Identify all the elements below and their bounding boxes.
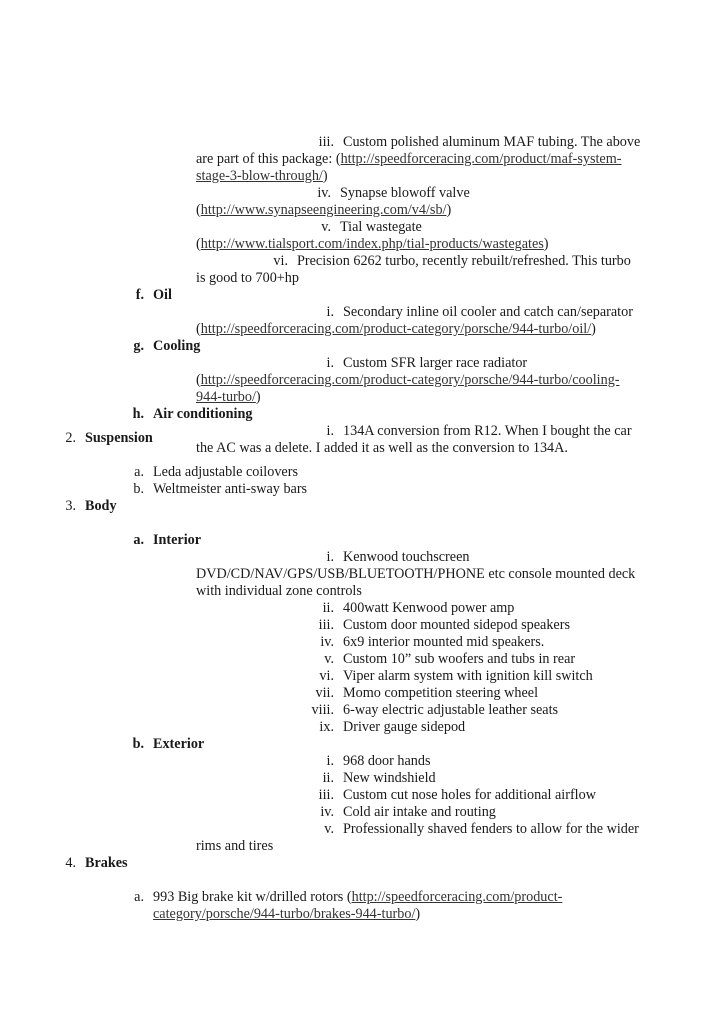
item-continuation: [196, 202, 451, 219]
maf-system-link-cont[interactable]: stage-3-blow-through/: [196, 168, 323, 184]
section-heading-brakes: [62, 855, 128, 872]
item-number: vii.: [315, 685, 334, 701]
item-text: the AC was a delete. I added it as well as the conversion to 134A.: [196, 440, 568, 456]
item-continuation: [196, 372, 620, 389]
item-text: Custom door mounted sidepod speakers: [343, 617, 570, 633]
item-letter: f.: [135, 287, 144, 303]
heading-text: Cooling: [153, 338, 201, 354]
item-number: i.: [326, 753, 334, 769]
list-item: [300, 753, 430, 770]
item-number: iv.: [320, 634, 334, 650]
item-text: 134A conversion from R12. When I bought the car: [343, 423, 632, 439]
item-number: v.: [324, 821, 334, 837]
item-text: are part of this package: (: [196, 151, 341, 167]
item-text: Custom polished aluminum MAF tubing. The above: [343, 134, 641, 150]
paren: (: [196, 202, 201, 218]
item-continuation: [196, 838, 273, 855]
item-number: i.: [326, 549, 334, 565]
section-heading-cooling: [130, 338, 200, 355]
heading-text: Exterior: [153, 736, 205, 752]
item-text: New windshield: [343, 770, 436, 786]
item-number: i.: [326, 423, 334, 439]
item-continuation: [196, 151, 621, 168]
item-text: rims and tires: [196, 838, 274, 854]
list-item: [300, 787, 596, 804]
item-letter: b.: [133, 481, 144, 497]
list-item: [300, 719, 465, 736]
tial-link[interactable]: http://www.tialsport.com/index.php/tial-products/wastegates: [200, 236, 544, 252]
heading-text: Suspension: [85, 430, 153, 446]
item-text: Custom cut nose holes for additional airflow: [343, 787, 596, 803]
list-item: [300, 617, 570, 634]
cooling-link[interactable]: http://speedforceracing.com/product-category/porsche/944-turbo/cooling-: [200, 372, 620, 388]
item-text: Professionally shaved fenders to allow for the wider: [343, 821, 639, 837]
list-item: [300, 600, 514, 617]
heading-text: Air conditioning: [153, 406, 253, 422]
list-item: [300, 702, 558, 719]
list-item: [310, 355, 527, 372]
item-number: i.: [326, 355, 334, 371]
item-text: Kenwood touchscreen: [343, 549, 470, 565]
paren: ): [415, 906, 421, 922]
item-text: 6x9 interior mounted mid speakers.: [343, 634, 545, 650]
brakes-link-cont[interactable]: category/porsche/944-turbo/brakes-944-turbo/: [153, 906, 416, 922]
item-number: iv.: [320, 804, 334, 820]
item-text: 6-way electric adjustable leather seats: [343, 702, 559, 718]
maf-system-link[interactable]: http://speedforceracing.com/product/maf-system-: [340, 151, 622, 167]
heading-text: Interior: [153, 532, 202, 548]
oil-link[interactable]: http://speedforceracing.com/product-category/porsche/944-turbo/oil/: [200, 321, 592, 337]
list-item: [300, 634, 544, 651]
item-text: Custom SFR larger race radiator: [343, 355, 528, 371]
paren: ): [591, 321, 596, 337]
list-item: [307, 219, 422, 236]
item-number: 2.: [65, 430, 76, 446]
item-continuation: [196, 389, 261, 406]
list-item: [130, 464, 298, 481]
item-text: Leda adjustable coilovers: [153, 464, 298, 480]
item-letter: a.: [133, 532, 144, 548]
item-text: DVD/CD/NAV/GPS/USB/BLUETOOTH/PHONE etc console mounted deck: [196, 566, 636, 582]
item-number: ii.: [322, 600, 334, 616]
item-continuation: [196, 270, 299, 287]
paren: ): [322, 168, 328, 184]
paren: ): [255, 389, 261, 405]
list-item: [300, 651, 575, 668]
list-item: [310, 304, 633, 321]
heading-text: Brakes: [85, 855, 128, 871]
item-continuation: [153, 906, 420, 923]
item-number: v.: [324, 651, 334, 667]
item-text: with individual zone controls: [196, 583, 362, 599]
brakes-link[interactable]: http://speedforceracing.com/product-: [351, 889, 563, 905]
item-letter: g.: [133, 338, 144, 354]
item-text: Precision 6262 turbo, recently rebuilt/refreshed. This turbo: [297, 253, 631, 269]
item-text: is good to 700+hp: [196, 270, 299, 286]
item-continuation: [196, 566, 635, 583]
list-item: [264, 253, 631, 270]
item-number: vi.: [273, 253, 288, 269]
list-item: [130, 889, 562, 906]
item-number: iv.: [317, 185, 331, 201]
item-text: Momo competition steering wheel: [343, 685, 539, 701]
item-number: ii.: [322, 770, 334, 786]
section-heading-body: [62, 498, 117, 515]
item-number: i.: [326, 304, 334, 320]
item-text: 968 door hands: [343, 753, 431, 769]
item-letter: h.: [132, 406, 144, 422]
paren: ): [543, 236, 549, 252]
item-number: 3.: [65, 498, 76, 514]
item-text: Custom 10” sub woofers and tubs in rear: [343, 651, 576, 667]
item-text: Secondary inline oil cooler and catch can/separator: [343, 304, 633, 320]
item-letter: b.: [132, 736, 144, 752]
heading-text: Oil: [153, 287, 172, 303]
list-item: [300, 804, 496, 821]
item-number: 4.: [65, 855, 76, 871]
list-item: [300, 685, 538, 702]
section-heading-interior: [130, 532, 201, 549]
item-number: ix.: [319, 719, 334, 735]
list-item: [300, 668, 593, 685]
item-continuation: [196, 236, 549, 253]
item-number: vi.: [319, 668, 334, 684]
cooling-link-cont[interactable]: 944-turbo/: [196, 389, 256, 405]
item-continuation: [196, 168, 328, 185]
item-text: Driver gauge sidepod: [343, 719, 466, 735]
item-letter: a.: [134, 889, 144, 905]
paren: (: [196, 236, 201, 252]
item-text: Cold air intake and routing: [343, 804, 496, 820]
paren: ): [446, 202, 452, 218]
item-text: Synapse blowoff valve: [340, 185, 470, 201]
paren: (: [196, 321, 201, 337]
item-letter: a.: [134, 464, 144, 480]
paren: (: [196, 372, 201, 388]
synapse-link[interactable]: http://www.synapseengineering.com/v4/sb/: [200, 202, 447, 218]
item-number: v.: [321, 219, 331, 235]
section-heading-ac: [130, 406, 252, 423]
section-heading-suspension: [62, 430, 153, 447]
list-item: [310, 423, 632, 440]
item-text: 400watt Kenwood power amp: [343, 600, 515, 616]
list-item: [300, 821, 639, 838]
list-item: [307, 185, 470, 202]
item-text: Tial wastegate: [340, 219, 422, 235]
list-item: [310, 549, 469, 566]
section-heading-oil: [130, 287, 172, 304]
item-continuation: [196, 321, 596, 338]
item-continuation: [196, 440, 568, 457]
heading-text: Body: [85, 498, 117, 514]
item-continuation: [196, 583, 362, 600]
list-item: [130, 481, 307, 498]
item-text: 993 Big brake kit w/drilled rotors (: [153, 889, 352, 905]
section-heading-exterior: [130, 736, 204, 753]
list-item: [310, 134, 640, 151]
item-text: Viper alarm system with ignition kill switch: [343, 668, 593, 684]
item-number: iii.: [318, 787, 334, 803]
item-number: viii.: [311, 702, 334, 718]
list-item: [300, 770, 436, 787]
item-number: iii.: [318, 134, 334, 150]
item-number: iii.: [318, 617, 334, 633]
item-text: Weltmeister anti-sway bars: [153, 481, 308, 497]
